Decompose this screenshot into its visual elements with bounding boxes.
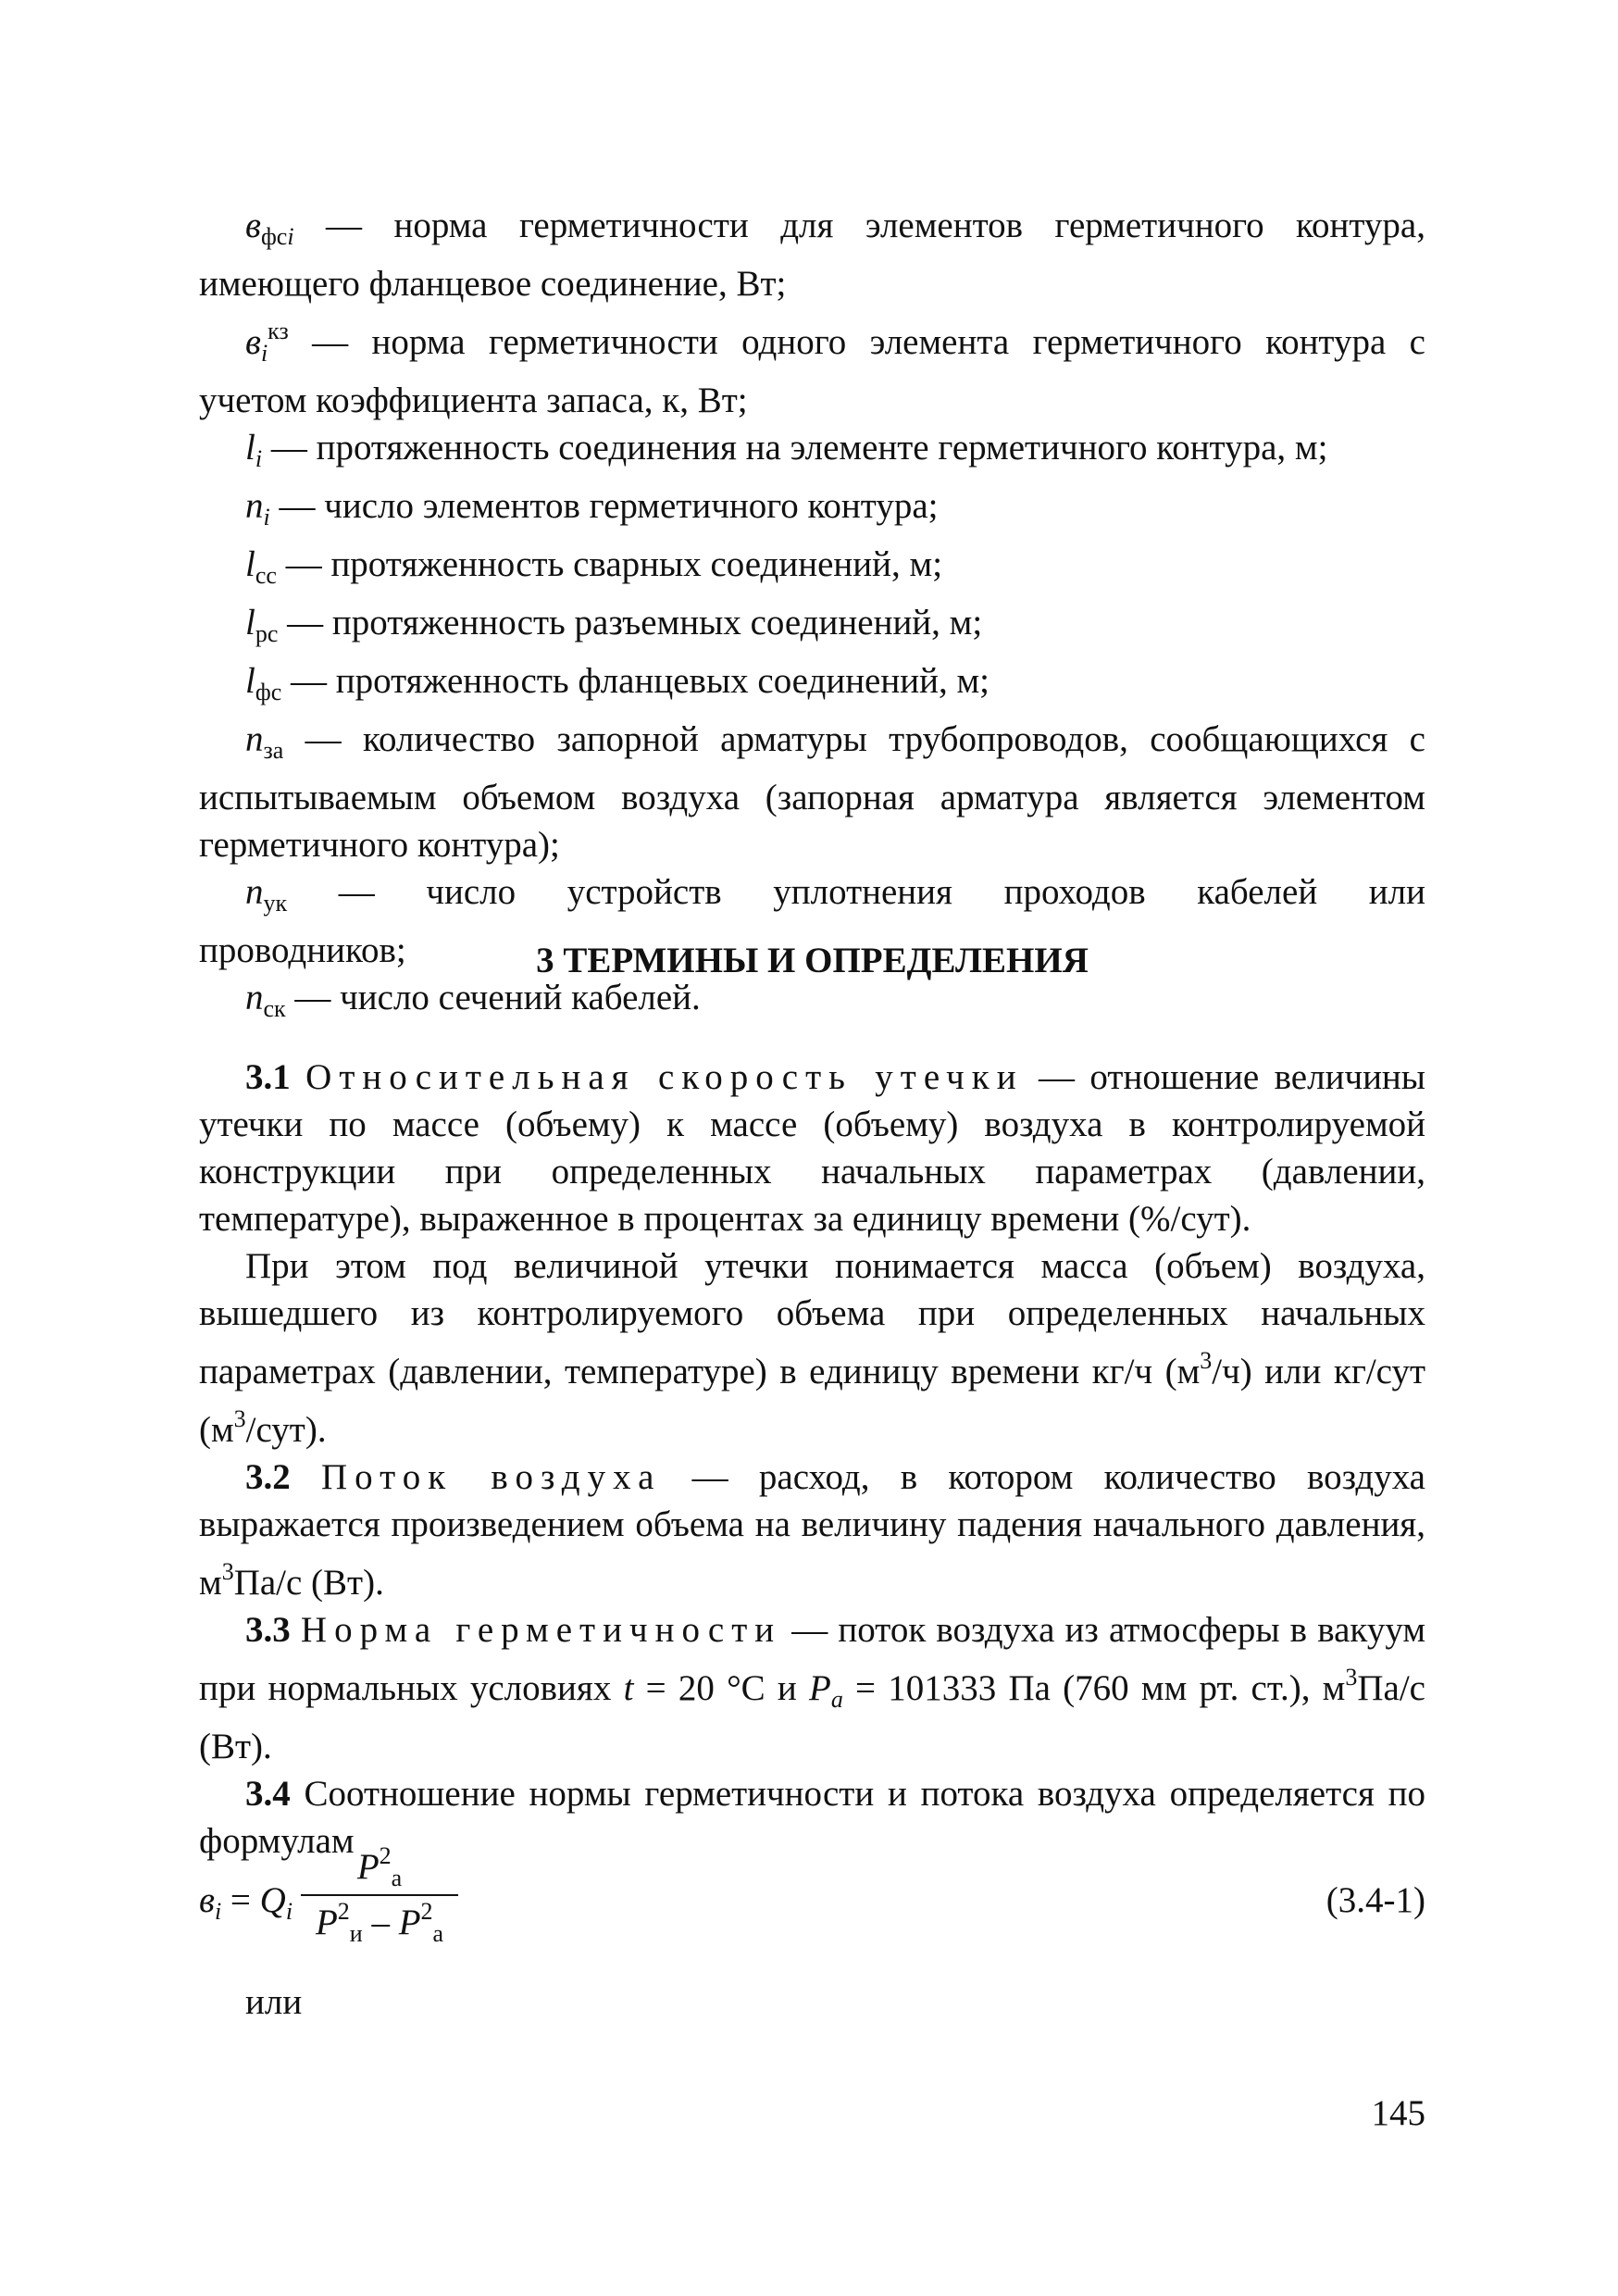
definition-item: $n_{ск}$ — число сечений кабелей.	[245, 978, 701, 1022]
term-3-1-note: При этом под величиной утечки понимается масса (объем) воздуха, вышедшего из контролируемого объема при определенных начальных параметрах (давлении, температуре) в единицу времени кг/ч $(м^3/ч)$ или кг/сут $(м^3/сут)$.	[199, 1246, 1425, 1450]
formula-lhs: $в_i = Q_i$	[199, 1880, 293, 1925]
term-name: Поток воздуха	[321, 1457, 662, 1497]
definition-text: — количество запорной арматуры трубопроводов, сообщающихся с испытываемым объемом воздуха (запорная арматура является элементом герметичного контура);	[199, 719, 1425, 865]
term-3-1: 3.1 Относительная скорость утечки — отношение величины утечки по массе (объему) к массе (объему) воздуха в контролируемой конструкции при определенных начальных параметрах (давлении, температуре), выраженное в процентах за единицу времени (%/сут).	[199, 1057, 1426, 1239]
definition-item: $n_{ук}$ — число устройств уплотнения проходов кабелей или проводников;	[199, 872, 1425, 970]
definition-item: $l_{рс}$ — протяженность разъемных соединений, м;	[245, 603, 983, 647]
definition-text: — протяженность разъемных соединений, м;	[278, 603, 983, 643]
definition-item: $n_i$ — число элементов герметичного контура;	[245, 486, 939, 530]
page-number: 145	[1371, 2093, 1425, 2133]
term-3-3: 3.3 Норма герметичности — поток воздуха из атмосферы в вакуум при нормальных условиях t = 20 °С и $P_a = 101333$ Па (760 мм рт. ст.), $м^3Па/с$ (Вт).	[199, 1610, 1425, 1766]
definition-text: — число сечений кабелей.	[285, 978, 701, 1017]
definition-text: — протяженность фланцевых соединений, м;	[281, 661, 989, 701]
fraction-bar	[301, 1894, 458, 1896]
terms-section	[199, 1054, 1425, 1865]
term-3-4: 3.4 Соотношение нормы герметичности и потока воздуха определяется по формулам	[199, 1774, 1425, 1861]
definition-text: — норма герметичности одного элемента герметичного контура с учетом коэффициента запаса, к, Вт;	[199, 322, 1425, 420]
definition-text: — норма герметичности для элементов герметичного контура, имеющего фланцевое соединение, Вт;	[199, 206, 1425, 304]
formula-number: (3.4-1)	[1326, 1880, 1425, 1920]
formula-3-4-1	[199, 1842, 1425, 1972]
definition-item: $в_{фсi}$ — норма герметичности для элементов герметичного контура, имеющего фланцевое соединение, Вт;	[199, 206, 1425, 304]
definition-item: $l_{фс}$ — протяженность фланцевых соединений, м;	[245, 661, 989, 705]
definition-text: — число элементов герметичного контура;	[269, 486, 939, 526]
definition-item: $l_i$ — протяженность соединения на элементе герметичного контура, м;	[245, 428, 1328, 472]
definition-item: $l_{сс}$ — протяженность сварных соединений, м;	[245, 544, 943, 589]
formula-numerator: $P^2_а$	[356, 1842, 403, 1891]
definition-text: — число устройств уплотнения проходов кабелей или проводников;	[199, 872, 1425, 970]
definition-item: $n_{за}$ — количество запорной арматуры трубопроводов, сообщающихся с испытываемым объемом воздуха (запорная арматура является элементом герметичного контура);	[199, 719, 1425, 865]
term-name: Относительная скорость утечки	[305, 1057, 1024, 1097]
connector-word: или	[245, 1982, 303, 2022]
formula-fraction	[301, 1842, 458, 1948]
term-3-2: 3.2 Поток воздуха — расход, в котором количество воздуха выражается произведением объема на величину падения начального давления, $м^3Па/с$ (Вт).	[199, 1457, 1425, 1603]
formula-denominator: $P^2_и - P^2_а$	[315, 1898, 444, 1947]
definition-text: — протяженность сварных соединений, м;	[276, 544, 943, 584]
section-heading: 3 ТЕРМИНЫ И ОПРЕДЕЛЕНИЯ	[536, 941, 1089, 980]
definition-item: $в_i^{кз}$ — норма герметичности одного элемента герметичного контура с учетом коэффициента запаса, к, Вт;	[199, 318, 1425, 420]
symbol: в	[245, 206, 261, 245]
definition-text: — протяженность соединения на элементе герметичного контура, м;	[262, 428, 1328, 468]
term-name: Норма герметичности	[300, 1610, 782, 1650]
symbol-definitions	[199, 202, 1425, 1032]
